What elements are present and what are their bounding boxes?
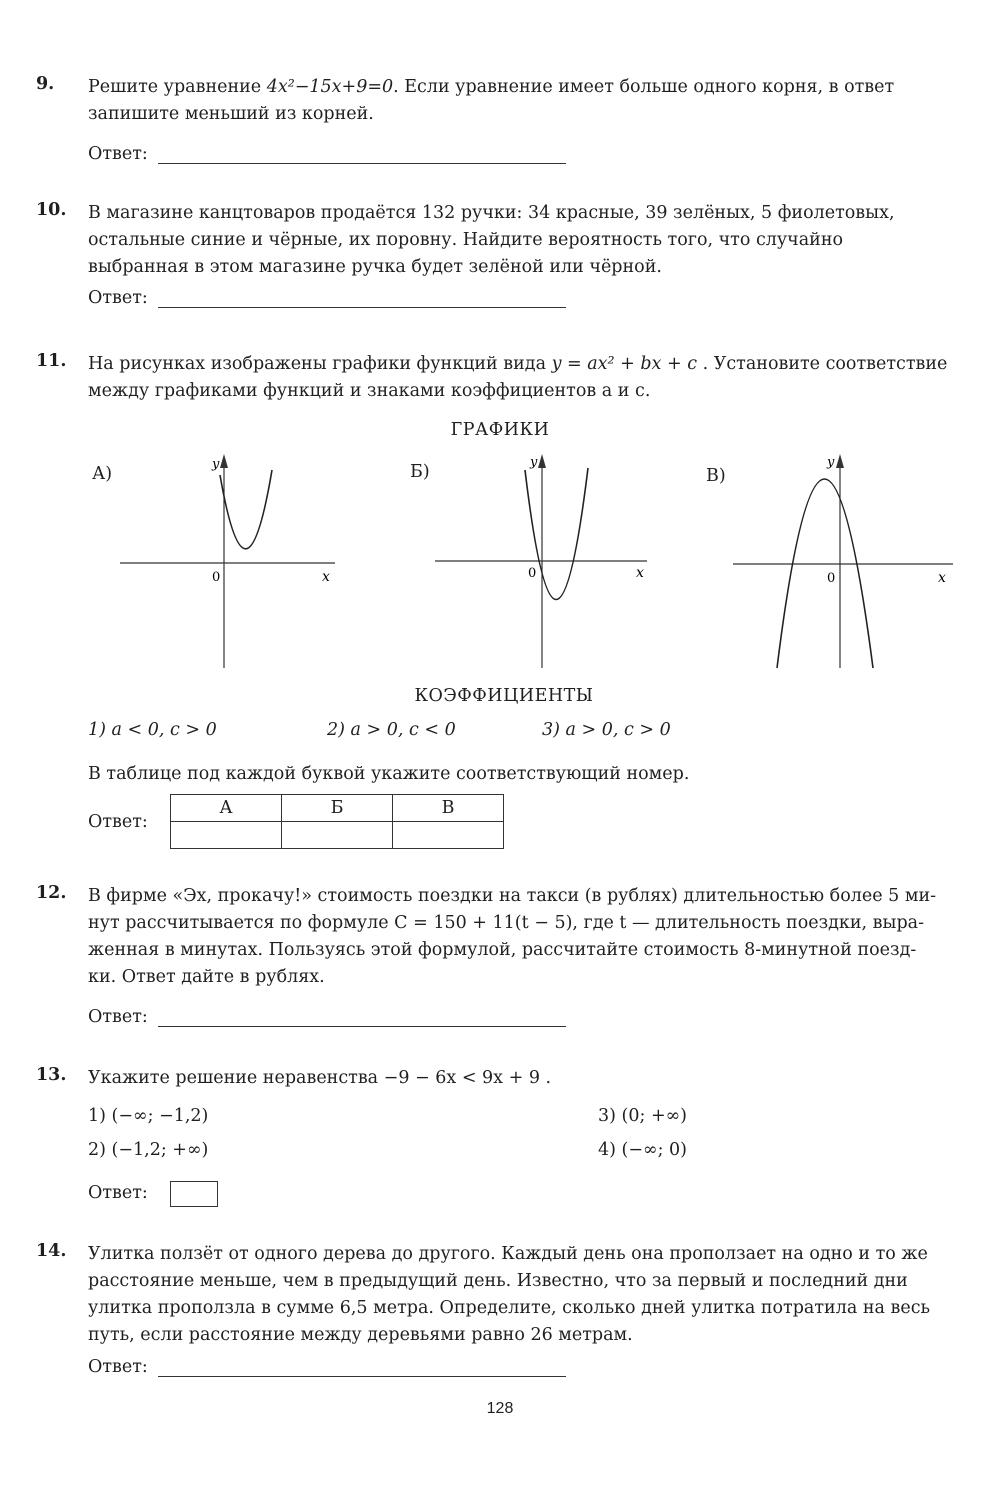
answer-line[interactable] [158,306,566,308]
text-line: путь, если расстояние между деревьями равно 26 метрам. [88,1325,633,1345]
answer-label: Ответ: [88,288,148,308]
origin-label: 0 [528,566,537,581]
answer-table [170,794,504,849]
option-1: 1) (−∞; −1,2) [88,1106,209,1126]
answer-label: Ответ: [88,1357,148,1377]
text-line: . Если уравнение имеет больше одного корня, в ответ [393,77,895,97]
answer-cell-b[interactable] [282,822,393,849]
equation: 4x²−15x+9=0 [266,77,394,97]
question-text [88,74,988,128]
text-line: В магазине канцтоваров продаётся 132 ручки: 34 красные, 39 зелёных, 5 фиолетовых, [88,203,895,223]
page-number: 128 [486,1400,514,1417]
question-number: 10. [36,200,67,220]
coefficients-title: КОЭФФИЦИЕНТЫ [414,686,594,706]
question-number: 13. [36,1065,67,1085]
formula: y = ax² + bx + c [551,354,698,374]
answer-line[interactable] [158,1025,566,1027]
text-line: запишите меньший из корней. [88,104,374,124]
text-line: Укажите решение неравенства −9 − 6x < 9x + 9 . [88,1068,552,1088]
parabola-v [777,479,873,668]
table-answer-row [171,822,504,849]
answer-cell-v[interactable] [393,822,504,849]
answer-row [88,144,568,168]
question-text [88,1065,988,1092]
table-header-v: В [393,795,504,822]
graph-b [425,450,665,675]
question-text [88,351,988,405]
question-text [88,1241,988,1349]
text-line: На рисунках изображены графики функций вида [88,354,552,374]
graph-label-a: А) [92,464,113,484]
answer-label: Ответ: [88,144,148,164]
text-line: улитка проползла в сумме 6,5 метра. Определите, сколько дней улитка потратила на весь [88,1298,931,1318]
answer-label: Ответ: [88,1183,148,1203]
table-header-a: А [171,795,282,822]
question-text [88,883,988,991]
graph-label-b: Б) [410,462,430,482]
question-text [88,200,988,281]
question-number: 9. [36,74,55,94]
origin-label: 0 [827,571,836,586]
text-line: выбранная в этом магазине ручка будет зелёной или чёрной. [88,257,662,277]
y-axis-label: y [212,457,220,472]
text-line: остальные синие и чёрные, их поровну. Найдите вероятность того, что случайно [88,230,844,250]
answer-line[interactable] [158,162,566,164]
table-header-row [171,795,504,822]
coefficient-option-2: 2) a > 0, c < 0 [327,720,456,740]
graph-a [110,450,350,675]
text-line: расстояние меньше, чем в предыдущий день. Известно, что за первый и последний дни [88,1271,908,1291]
y-axis-label: y [530,455,538,470]
text-line: Улитка ползёт от одного дерева до другого. Каждый день она проползает на одно и то же [88,1244,928,1264]
graph-v [725,450,970,675]
graph-label-v: В) [706,466,726,486]
text-line: ки. Ответ дайте в рублях. [88,967,325,987]
text-line: нут рассчитывается по формуле C = 150 + 11(t − 5), где t — длительность поездки, выра- [88,913,924,933]
answer-cell-a[interactable] [171,822,282,849]
question-number: 11. [36,351,67,371]
y-axis-label: y [827,455,835,470]
coefficient-option-3: 3) a > 0, c > 0 [542,720,671,740]
answer-label: Ответ: [88,812,148,832]
y-axis-arrow [538,454,546,468]
x-axis-label: x [322,569,330,585]
y-axis-arrow [220,454,228,468]
option-3: 3) (0; +∞) [598,1106,688,1126]
origin-label: 0 [212,570,221,585]
option-2: 2) (−1,2; +∞) [88,1140,209,1160]
answer-label: Ответ: [88,1007,148,1027]
y-axis-arrow [836,454,844,468]
answer-row [88,288,568,312]
text-line: Решите уравнение [88,77,267,97]
question-number: 12. [36,883,67,903]
answer-row [88,1007,568,1031]
coefficient-option-1: 1) a < 0, c > 0 [88,720,217,740]
answer-row [88,1357,568,1381]
parabola-a [220,470,272,549]
table-instruction: В таблице под каждой буквой укажите соответствующий номер. [88,764,690,784]
question-number: 14. [36,1241,67,1261]
answer-line[interactable] [158,1375,566,1377]
text-line: женная в минутах. Пользуясь этой формулой, рассчитайте стоимость 8-минутной поезд- [88,940,917,960]
text-line: В фирме «Эх, прокачу!» стоимость поездки на такси (в рублях) длительностью более 5 ми- [88,886,937,906]
graphs-title: ГРАФИКИ [450,420,550,440]
option-4: 4) (−∞; 0) [598,1140,688,1160]
text-line: между графиками функций и знаками коэффициентов a и c. [88,381,651,401]
x-axis-label: x [636,565,644,581]
table-header-b: Б [282,795,393,822]
answer-box[interactable] [170,1181,218,1207]
x-axis-label: x [938,570,946,586]
text-line: . Установите соответствие [697,354,948,374]
